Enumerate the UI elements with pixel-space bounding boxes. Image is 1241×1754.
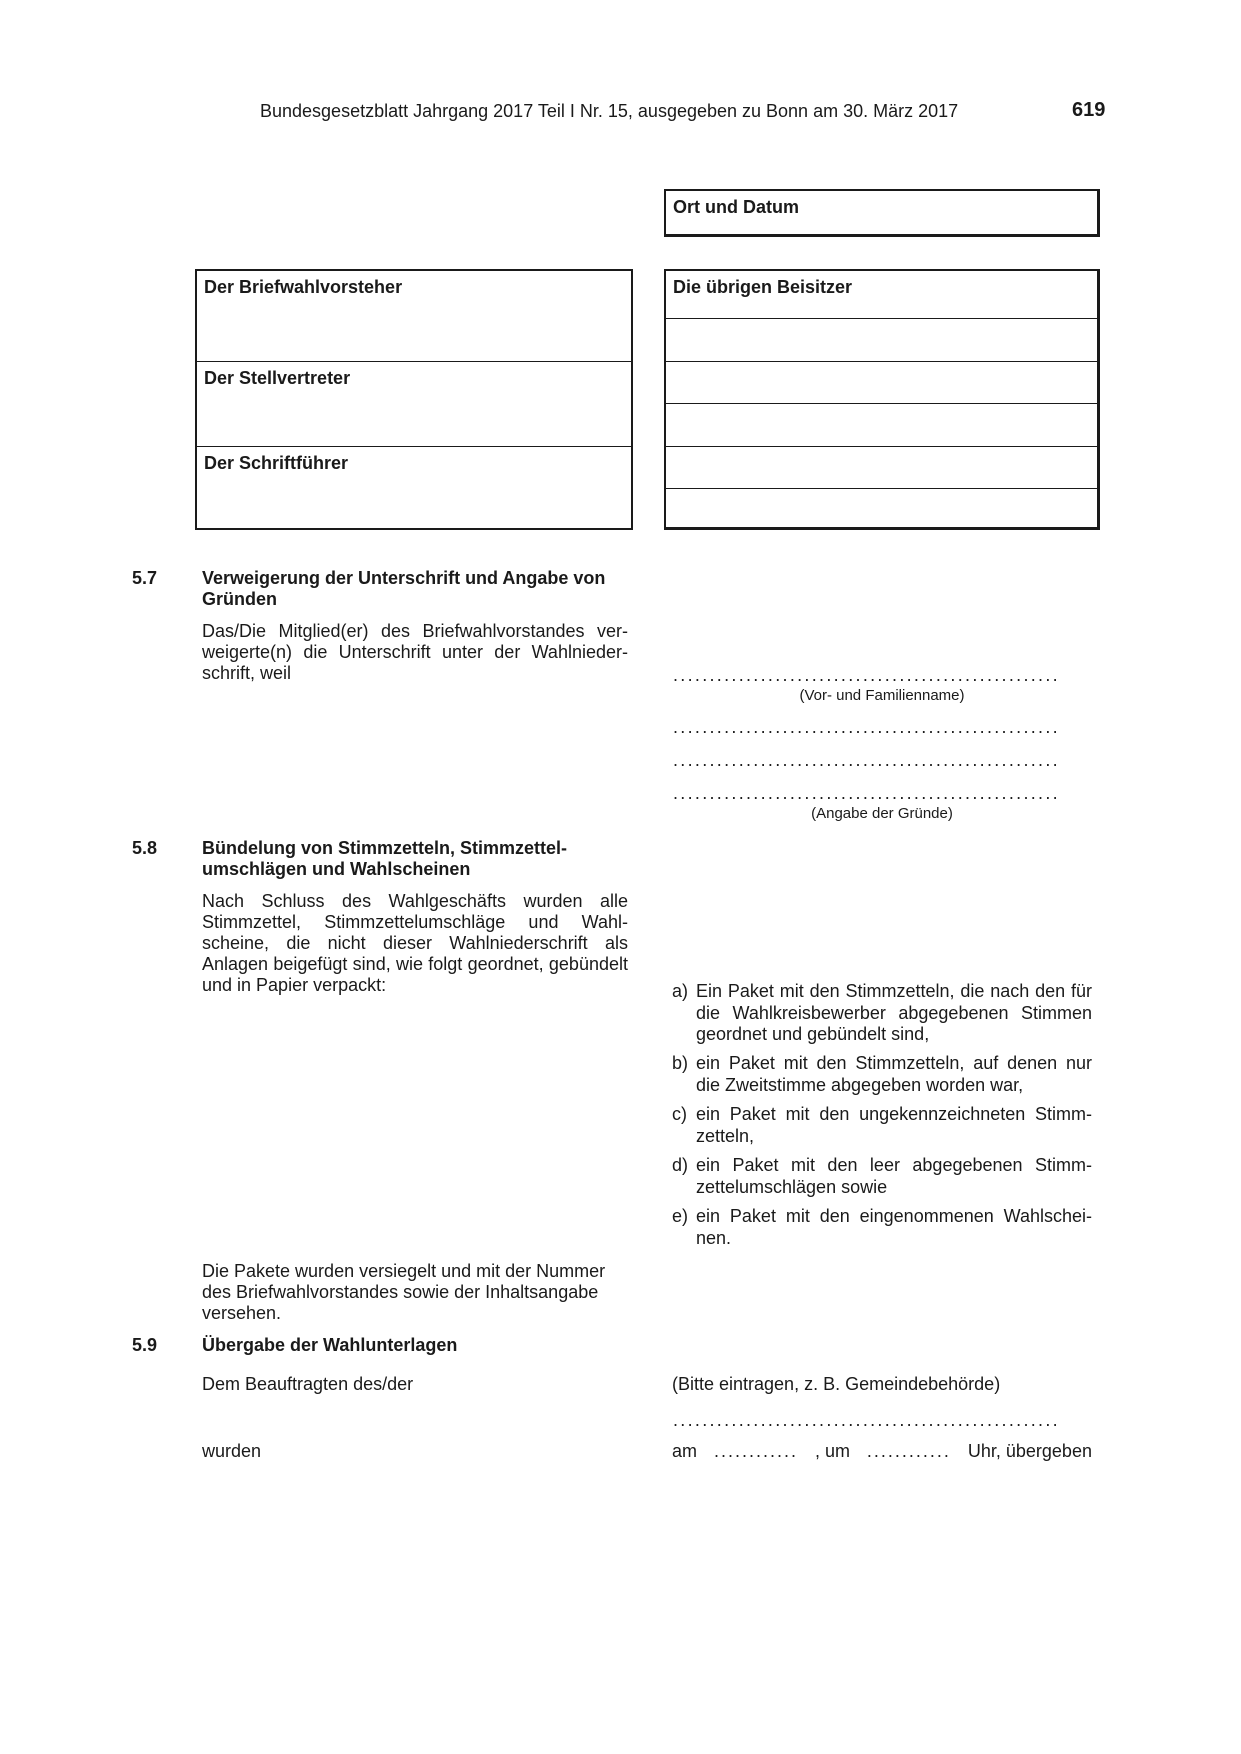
signature-field-chairman[interactable] [197, 271, 631, 361]
list-marker: e) [672, 1206, 689, 1226]
signature-field-assessor[interactable] [666, 446, 1097, 488]
list-item [672, 1155, 1092, 1198]
list-item-text: Ein Paket mit den Stimmzetteln, die nach den für die Wahlkreisbewerber abgegebenen Stimmen geordnet und gebündelt sind, [696, 981, 1092, 1044]
list-marker: b) [672, 1053, 689, 1073]
list-marker: d) [672, 1155, 689, 1175]
signature-field-assessor[interactable] [666, 318, 1097, 361]
date-dotted-field[interactable]: ............ [713, 1441, 798, 1461]
list-item-text: ein Paket mit den leer abgegebenen Stimmzettelumschlägen sowie [696, 1155, 1092, 1197]
list-item-text: ein Paket mit den Stimmzetteln, auf denen nur die Zweitstimme abgegeben worden war, [696, 1053, 1092, 1095]
list-item [672, 1104, 1092, 1147]
name-caption: (Vor- und Familienname) [799, 687, 965, 704]
signature-label: Der Schriftführer [204, 453, 349, 473]
time-dotted-field[interactable]: ............ [866, 1441, 951, 1461]
section-title: Bündelung von Stimmzetteln, Stimmzettelumschlägen und Wahlscheinen [202, 838, 568, 879]
reasons-caption: (Angabe der Gründe) [811, 805, 953, 822]
uhr-label: Uhr, übergeben [967, 1441, 1092, 1461]
signature-field-secretary[interactable] [197, 446, 631, 530]
um-label: , um [814, 1441, 850, 1461]
signature-field-assessor[interactable] [666, 361, 1097, 403]
refusal-text: Das/Die Mitglied(er) des Briefwahlvorstandes verweigerte(n) die Unterschrift unter der Wahlniederschrift, weil [202, 621, 628, 683]
signature-label: Die übrigen Beisitzer [673, 277, 853, 297]
signature-label: Der Briefwahlvorsteher [204, 277, 403, 297]
publication-header: Bundesgesetzblatt Jahrgang 2017 Teil I Nr. 15, ausgegeben zu Bonn am 30. März 2017 [260, 101, 959, 121]
signature-field-deputy[interactable] [197, 361, 631, 446]
reasons-dotted-line[interactable]: ..................................................... [673, 783, 1060, 803]
handover-line [672, 1441, 1092, 1462]
section-title: Übergabe der Wahlunterlagen [202, 1335, 458, 1355]
recipient-dotted-line[interactable]: ..................................................... [673, 1410, 1060, 1430]
reasons-dotted-line[interactable]: ..................................................... [673, 750, 1060, 770]
assessors-signature-box [664, 269, 1100, 530]
list-marker: c) [672, 1104, 687, 1124]
section-number: 5.9 [132, 1335, 158, 1355]
section-number: 5.8 [132, 838, 158, 858]
am-label: am [672, 1441, 698, 1461]
page-number: 619 [1072, 99, 1106, 121]
list-item [672, 1206, 1092, 1249]
list-item [672, 1053, 1092, 1096]
sealed-text: Die Pakete wurden versiegelt und mit der Nummer des Briefwahlvorstandes sowie der Inhaltsangabe versehen. [202, 1261, 606, 1323]
board-signature-box [195, 269, 633, 530]
signature-field-assessors-header[interactable] [666, 271, 1097, 318]
section-title: Verweigerung der Unterschrift und Angabe von Gründen [202, 568, 606, 609]
signature-field-assessor[interactable] [666, 403, 1097, 446]
reasons-dotted-line[interactable]: ..................................................... [673, 717, 1060, 737]
list-item [672, 981, 1092, 1046]
list-item-text: ein Paket mit den ungekennzeichneten Stimmzetteln, [696, 1104, 1092, 1146]
recipient-hint: (Bitte eintragen, z. B. Gemeindebehörde) [672, 1374, 1001, 1394]
name-dotted-line[interactable]: ..................................................... [673, 665, 1060, 685]
signature-field-assessor[interactable] [666, 488, 1097, 530]
list-item-text: ein Paket mit den eingenommenen Wahlscheinen. [696, 1206, 1092, 1248]
wurden-text: wurden [202, 1441, 262, 1461]
list-marker: a) [672, 981, 689, 1001]
recipient-text: Dem Beauftragten des/der [202, 1374, 414, 1394]
signature-label: Der Stellvertreter [204, 368, 351, 388]
place-date-box[interactable] [664, 189, 1100, 237]
bundling-text: Nach Schluss des Wahlgeschäfts wurden alle Stimmzettel, Stimmzettelumschläge und Wahlscheine, die nicht dieser Wahlniederschrift als Anlagen beigefügt sind, wie folgt geordnet, gebündelt und in Papier verpackt: [202, 891, 628, 995]
section-number: 5.7 [132, 568, 158, 588]
place-date-label: Ort und Datum [673, 197, 799, 217]
